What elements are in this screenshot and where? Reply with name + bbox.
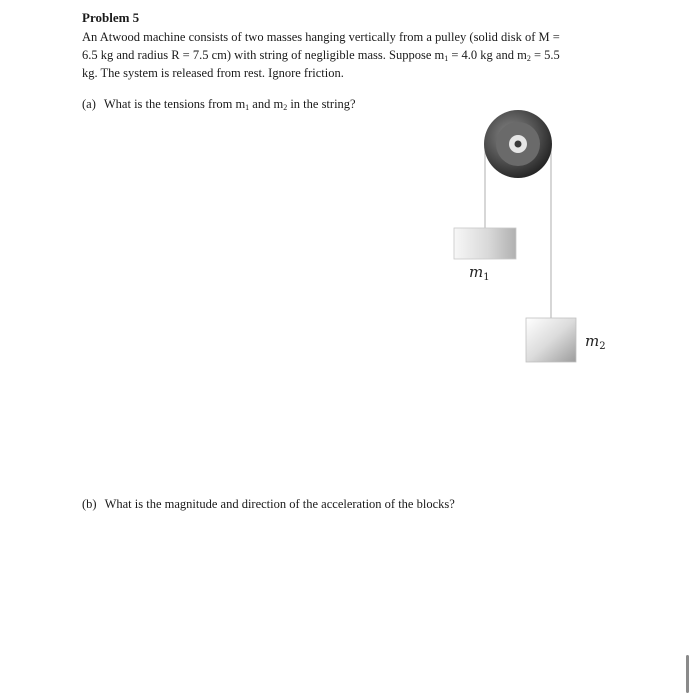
m2-label: $m_2$ [585,332,606,352]
problem-title: Problem 5 [82,10,140,25]
mass-block-m1 [454,228,516,259]
question-a: (a) What is the tensions from $m_1$ and $m_2$ in the string? [82,97,356,112]
pulley [484,110,552,178]
mass-block-m2 [526,318,576,362]
intro-line-3: kg. The system is released from rest. Ignore friction. [82,66,344,80]
question-b-label: (b) [82,497,97,511]
m1-label: $m_1$ [469,263,490,283]
intro-line-1: An Atwood machine consists of two masses hanging vertically from a pulley (solid disk of M = [82,30,560,44]
scrollbar[interactable] [686,655,689,693]
intro-line-2: 6.5 kg and radius R = 7.5 cm) with string of negligible mass. Suppose $m_1 = 4.0$ kg and $m_2 = 5.5$ [82,48,560,63]
question-a-label: (a) [82,97,96,111]
question-b: (b) What is the magnitude and direction of the acceleration of the blocks? [82,497,455,511]
